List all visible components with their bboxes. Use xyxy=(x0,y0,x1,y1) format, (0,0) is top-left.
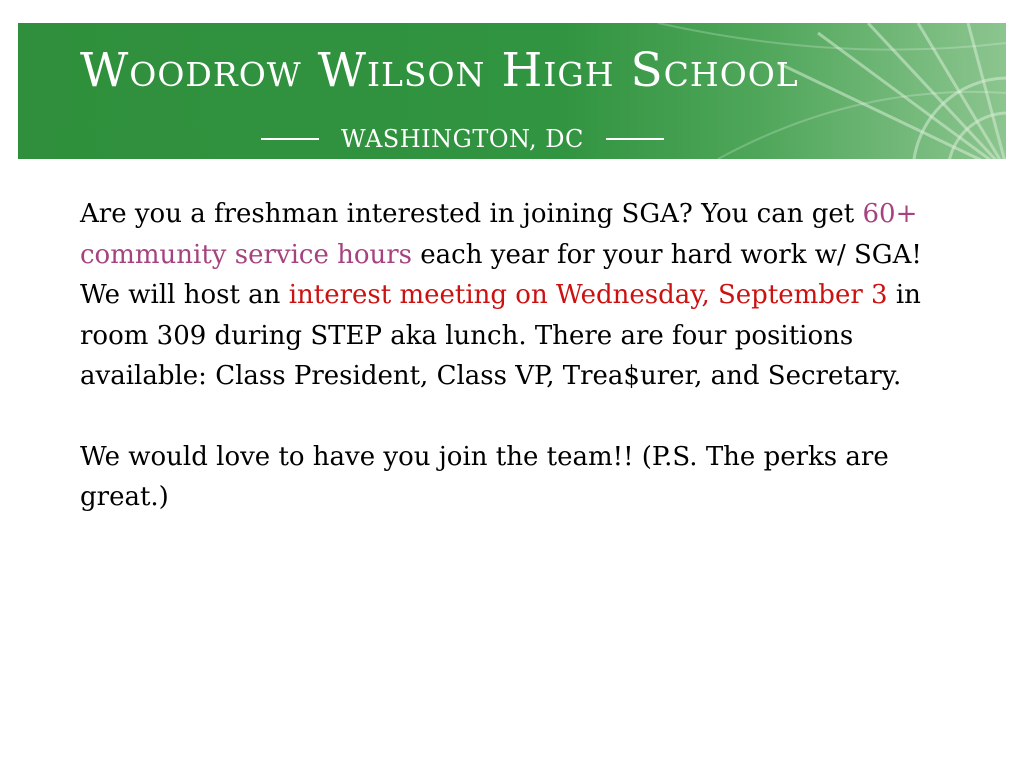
announcement xyxy=(80,194,960,518)
service-hours-highlight: 60+ community service hours xyxy=(80,199,918,270)
positions-text: in room 309 during STEP aka lunch. There are four positions available: Class President, Class VP, Trea$urer, and Secretary. xyxy=(80,280,921,391)
right-rule xyxy=(606,138,664,140)
school-location xyxy=(261,124,664,154)
location-label: WASHINGTON, DC xyxy=(341,125,584,153)
meeting-date-highlight: interest meeting on Wednesday, September 3 xyxy=(288,280,888,310)
school-name: Woodrow Wilson High School xyxy=(80,43,799,98)
announcement-paragraph-1 xyxy=(80,194,960,397)
left-rule xyxy=(261,138,319,140)
middle-text: each year for your hard work w/ SGA! We will host an xyxy=(80,239,922,310)
school-banner xyxy=(18,23,1006,159)
intro-text: Are you a freshman interested in joining SGA? You can get xyxy=(80,199,863,229)
announcement-paragraph-2: We would love to have you join the team!! (P.S. The perks are great.) xyxy=(80,441,889,512)
